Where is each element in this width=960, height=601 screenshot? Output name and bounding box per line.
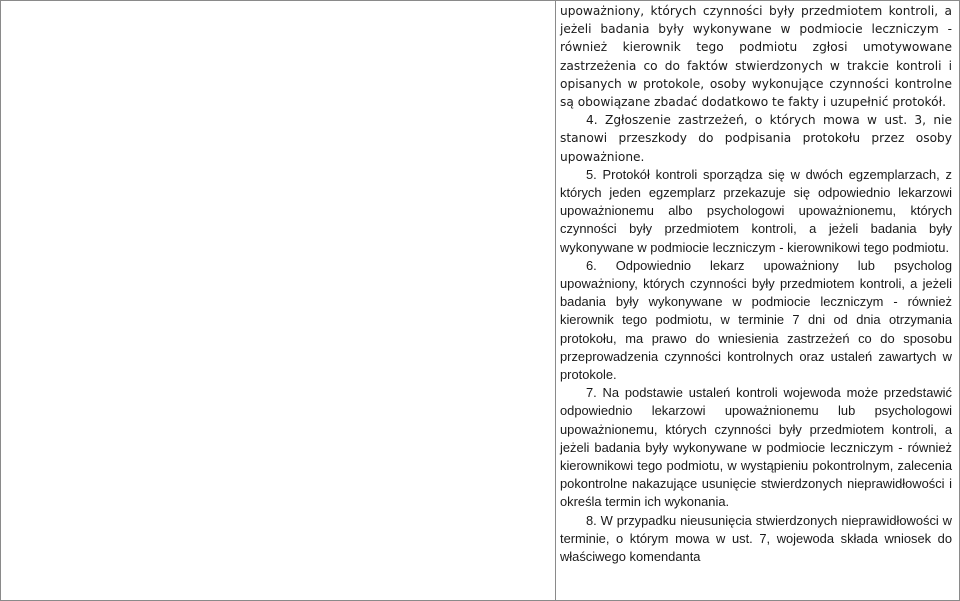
paragraph-7: 7. Na podstawie ustaleń kontroli wojewoda może przedstawić odpowiednio lekarzowi upoważnionemu lub psychologowi upoważnionemu, których czynności były przedmiotem kontroli, a jeżeli badania były wykonywane w podmiocie leczniczym - również kierownikowi tego podmiotu, w wystąpieniu pokontrolnym, zalecenia pokontrolne nakazujące usunięcie stwierdzonych nieprawidłowości i określa termin ich wykonania. — [560, 385, 952, 510]
paragraph-5: 5. Protokół kontroli sporządza się w dwóch egzemplarzach, z których jeden egzemplarz przekazuje się odpowiednio lekarzowi upoważnionemu albo psychologowi upoważnionemu, których czynności były przedmiotem kontroli, a jeżeli badania były wykonywane w podmiocie leczniczym - kierownikowi tego podmiotu. — [560, 166, 952, 255]
paragraph-8: 8. W przypadku nieusunięcia stwierdzonych nieprawidłowości w terminie, o którym mowa w ust. 7, wojewoda składa wniosek do właściwego komendanta — [560, 512, 952, 565]
text-cell — [560, 2, 952, 566]
paragraph-6: 6. Odpowiednio lekarz upoważniony lub psycholog upoważniony, których czynności były przedmiotem kontroli, a jeżeli badania były wykonywane w podmiocie leczniczym - również kierownik tego podmiotu, w terminie 7 dni od dnia otrzymania protokołu, ma prawo do wniesienia zastrzeżeń co do sposobu przeprowadzenia czynności kontrolnych oraz ustaleń zawartych w protokole. — [560, 257, 952, 383]
empty-left-cell — [1, 1, 556, 600]
paragraph-4: 4. Zgłoszenie zastrzeżeń, o których mowa w ust. 3, nie stanowi przeszkody do podpisania protokołu przez osoby upoważnione. — [560, 113, 952, 164]
paragraph-continuation: upoważniony, których czynności były przedmiotem kontroli, a jeżeli badania były wykonywane w podmiocie leczniczym - również kierownik tego podmiotu zgłosi umotywowane zastrzeżenia co do faktów stwierdzonych w trakcie kontroli i opisanych w protokole, osoby wykonujące czynności kontrolne są obowiązane zbadać dodatkowo te fakty i uzupełnić protokół. — [560, 4, 952, 110]
